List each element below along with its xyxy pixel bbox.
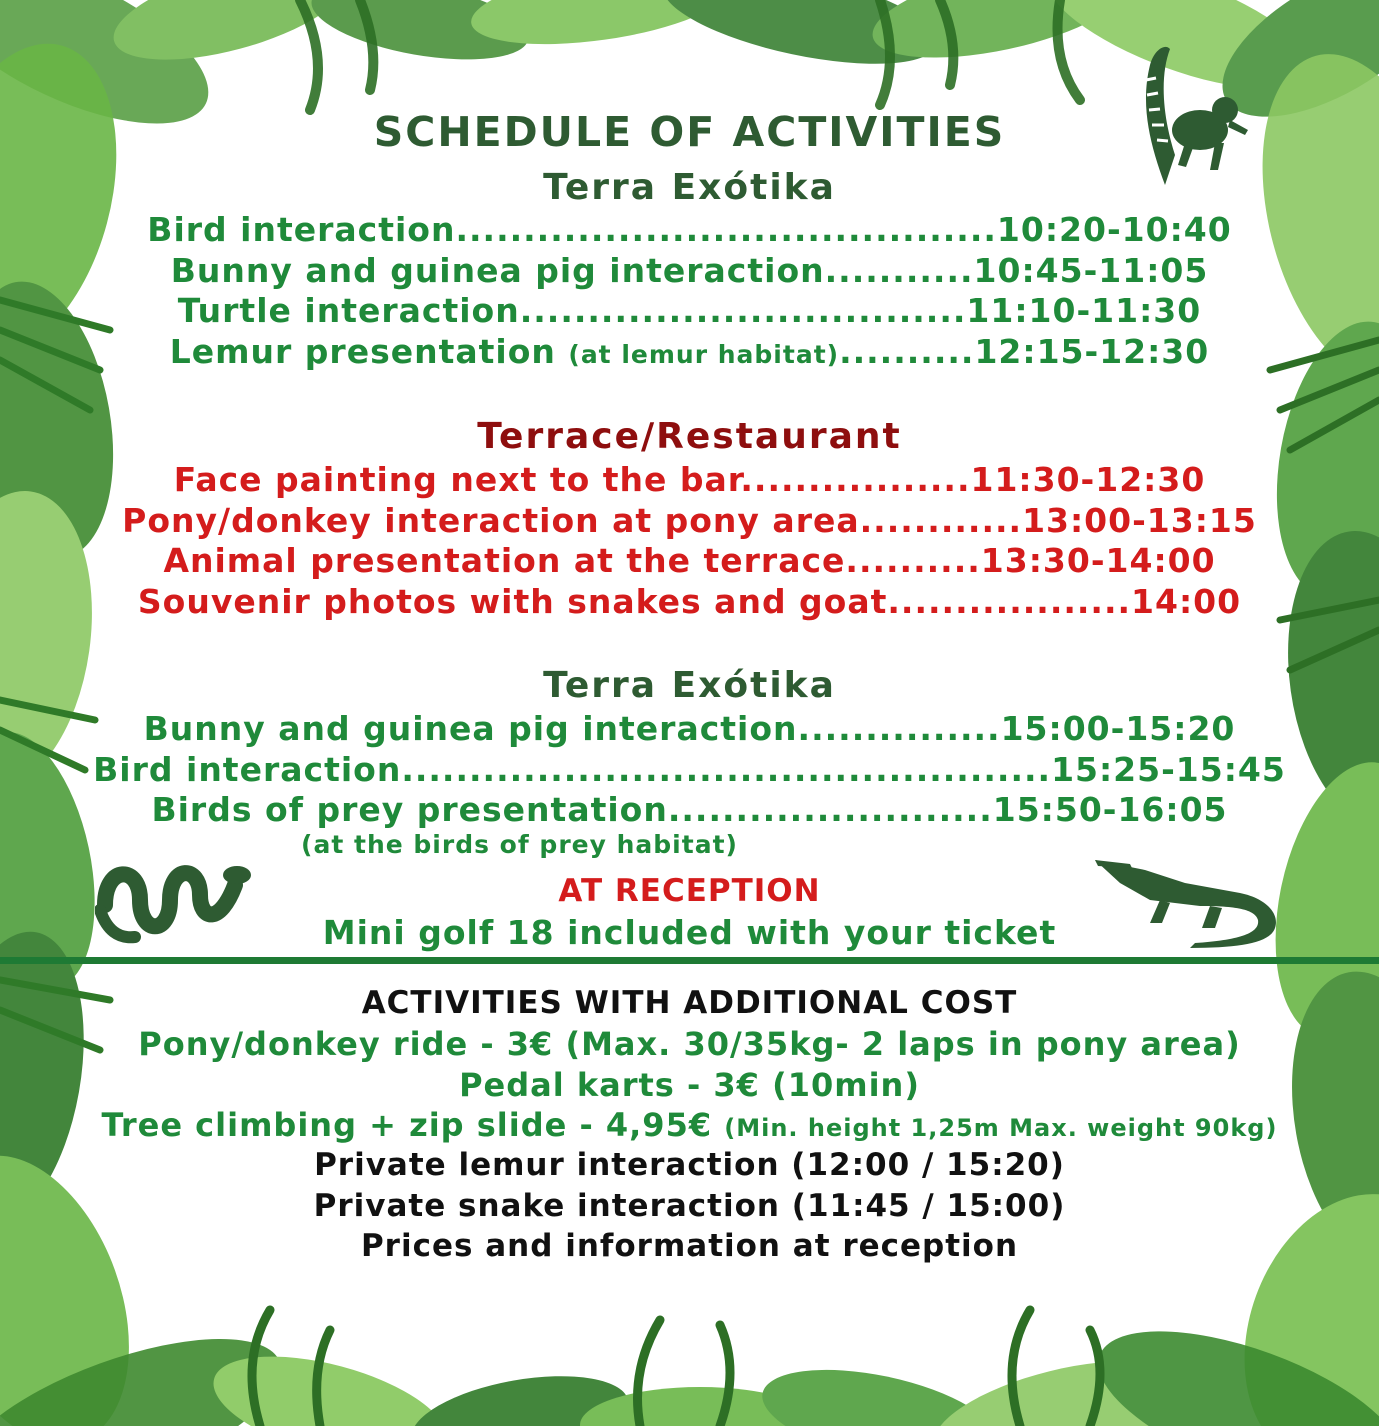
pedal-karts-price: Pedal karts - 3€ (10min)	[459, 1066, 920, 1104]
activity-label: Bird interaction	[93, 750, 402, 789]
activity-time: 15:50-16:05	[992, 790, 1228, 829]
leader-dots: ............	[859, 501, 1023, 540]
activity-label: Bird interaction	[147, 210, 456, 249]
leader-dots: ...........	[824, 251, 974, 290]
activity-time: 15:00-15:20	[1000, 709, 1236, 748]
section-heading-terrace: Terrace/Restaurant	[477, 416, 902, 457]
schedule-row	[0, 291, 1379, 330]
additional-heading: ACTIVITIES WITH ADDITIONAL COST	[361, 985, 1018, 1021]
section-heading-morning: Terra Exótika	[543, 167, 836, 208]
schedule-row	[0, 541, 1379, 580]
activity-time: 11:10-11:30	[966, 291, 1202, 330]
activity-label: Pony/donkey interaction at pony area	[122, 501, 860, 540]
activity-label: Face painting next to the bar	[173, 460, 741, 499]
private-snake-interaction: Private snake interaction (11:45 / 15:00)	[313, 1188, 1066, 1224]
section-divider	[0, 957, 1379, 964]
reception-text: Mini golf 18 included with your ticket	[322, 913, 1057, 952]
schedule-row	[0, 790, 1379, 829]
reception-heading: AT RECEPTION	[558, 873, 821, 909]
activity-time: 10:45-11:05	[973, 251, 1209, 290]
leader-dots: ..................	[887, 582, 1132, 621]
activity-time: 14:00	[1131, 582, 1242, 621]
private-lemur-interaction: Private lemur interaction (12:00 / 15:20)	[314, 1147, 1065, 1183]
leader-dots: ...............	[797, 709, 1001, 748]
section-heading-afternoon: Terra Exótika	[543, 665, 836, 706]
activity-time: 13:30-14:00	[980, 541, 1216, 580]
prices-info: Prices and information at reception	[360, 1228, 1019, 1264]
pony-ride-price: Pony/donkey ride - 3€ (Max. 30/35kg- 2 laps in pony area)	[138, 1025, 1241, 1063]
schedule-row	[0, 750, 1379, 789]
leader-dots: .................................	[519, 291, 967, 330]
activity-label: Lemur presentation	[169, 332, 556, 371]
schedule-row	[0, 332, 1379, 371]
schedule-row	[0, 210, 1379, 249]
schedule-row	[0, 460, 1379, 499]
schedule-row	[0, 501, 1379, 540]
activity-label: Animal presentation at the terrace	[163, 541, 846, 580]
activity-label: Souvenir photos with snakes and goat	[137, 582, 888, 621]
activity-label: Bunny and guinea pig interaction	[170, 251, 825, 290]
activity-label: Turtle interaction	[177, 291, 520, 330]
page-title: SCHEDULE OF ACTIVITIES	[373, 108, 1006, 156]
leader-dots: ........................	[667, 790, 993, 829]
tree-climbing-price	[0, 1106, 1379, 1144]
activity-time: 12:15-12:30	[974, 332, 1210, 371]
leader-dots: ..........	[845, 541, 981, 580]
activity-time: 15:25-15:45	[1051, 750, 1286, 789]
activity-label: Birds of prey presentation	[151, 790, 668, 829]
leader-dots: ................................................	[401, 750, 1052, 789]
leader-dots: ........................................	[455, 210, 997, 249]
schedule-row	[0, 582, 1379, 621]
activity-note: (at the birds of prey habitat)	[301, 830, 738, 859]
schedule-row	[0, 709, 1379, 748]
tree-climbing-label: Tree climbing + zip slide - 4,95€	[101, 1106, 713, 1144]
leader-dots: ..........	[839, 332, 975, 371]
activity-time: 13:00-13:15	[1022, 501, 1257, 540]
leader-dots: .................	[740, 460, 971, 499]
activity-note: (at lemur habitat)	[568, 340, 840, 369]
activity-time: 10:20-10:40	[996, 210, 1232, 249]
activity-time: 11:30-12:30	[970, 460, 1206, 499]
tree-climbing-note: (Min. height 1,25m Max. weight 90kg)	[724, 1114, 1278, 1142]
schedule-row	[0, 251, 1379, 290]
activity-label: Bunny and guinea pig interaction	[143, 709, 798, 748]
